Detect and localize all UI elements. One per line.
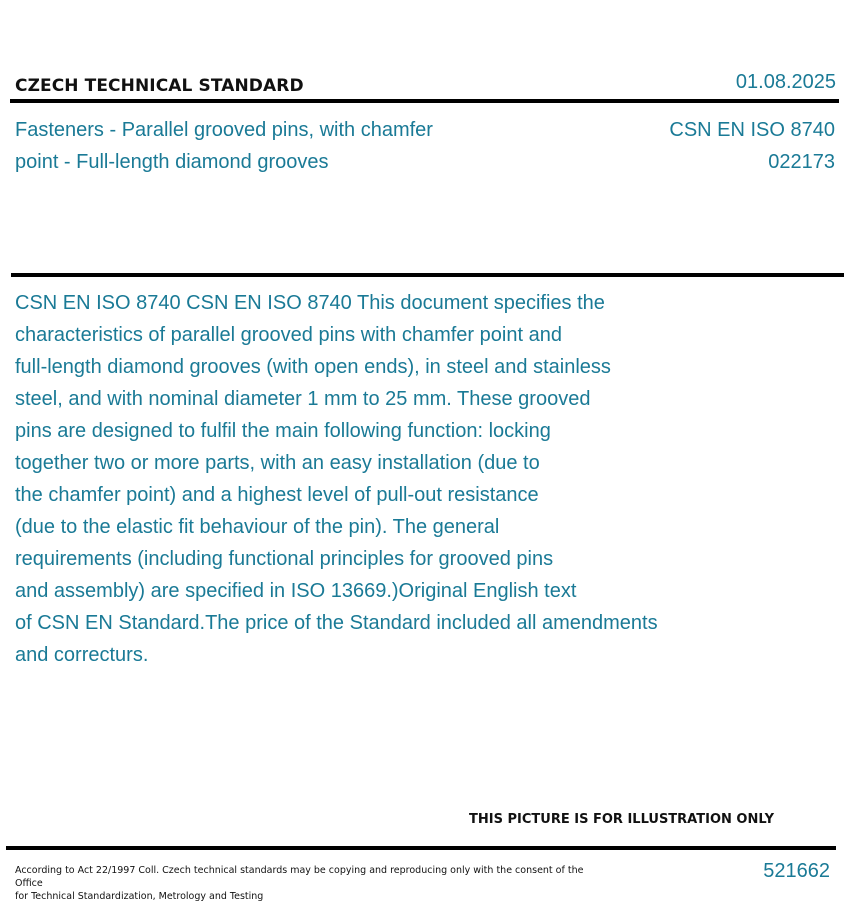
legal-notice-line-2: for Technical Standardization, Metrology and Testing [15,891,264,902]
standard-title [15,114,485,178]
standard-identifiers [669,114,835,178]
catalog-number: 022173 [768,151,835,173]
document-id: 521662 [763,860,830,882]
standard-title-line-2: point - Full-length diamond grooves [15,151,329,173]
standard-description: CSN EN ISO 8740 CSN EN ISO 8740 This document specifies the characteristics of parallel grooved pins with chamfer point and full-length diamond grooves (with open ends), in steel and stainless steel, and with nominal diameter 1 mm to 25 mm. These grooved pins are designed to fulfil the main following function: locking together two or more parts, with an easy installation (due to the chamfer point) and a highest level of pull-out resistance (due to the elastic fit behaviour of the pin). The general requirements (including functional principles for grooved pins and assembly) are specified in ISO 13669.)Original English text of CSN EN Standard.The price of the Standard included all amendments and correcturs. [15,292,658,666]
header-divider [10,99,839,103]
legal-notice [15,864,595,903]
publication-date: 01.08.2025 [735,71,836,93]
standard-title-line-1: Fasteners - Parallel grooved pins, with chamfer [15,119,433,141]
legal-notice-line-1: According to Act 22/1997 Coll. Czech technical standards may be copying and reproducing only with the consent of the Office [15,865,584,889]
standard-code: CSN EN ISO 8740 [669,119,835,141]
title-divider [11,273,844,277]
document-type-heading: CZECH TECHNICAL STANDARD [15,76,304,96]
illustration-disclaimer: THIS PICTURE IS FOR ILLUSTRATION ONLY [469,812,774,827]
footer-divider [6,846,836,850]
